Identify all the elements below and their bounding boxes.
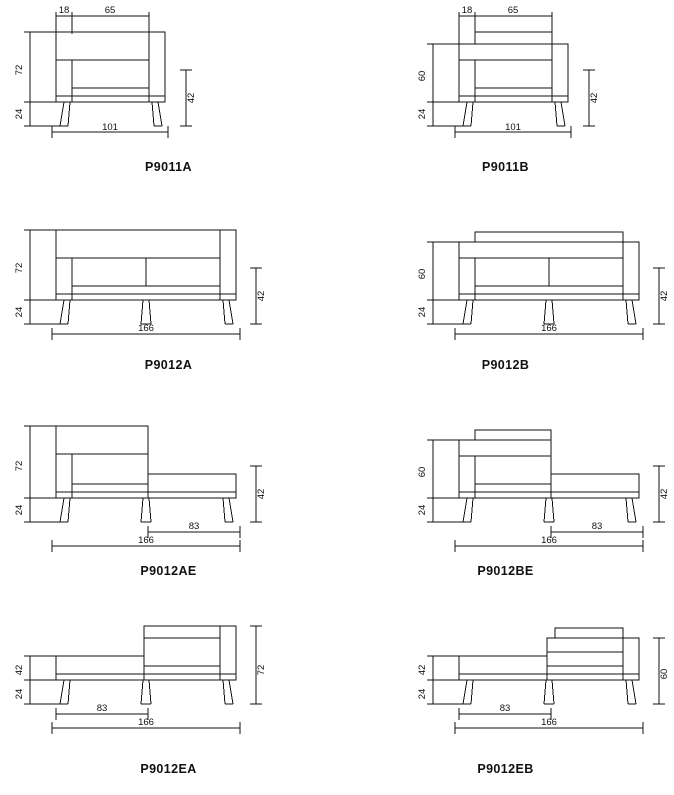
dim-depth: 42 bbox=[589, 92, 600, 104]
figure-p9012a bbox=[0, 198, 337, 396]
dim-seat-height: 24 bbox=[14, 504, 25, 516]
dim-chaise-width: 83 bbox=[188, 521, 200, 532]
dim-chaise-width: 83 bbox=[96, 703, 108, 714]
dim-depth: 42 bbox=[256, 488, 267, 500]
caption-p9012be: P9012BE bbox=[477, 564, 534, 578]
dim-seat-span: 65 bbox=[104, 5, 116, 16]
dim-chaise-width: 83 bbox=[499, 703, 511, 714]
figure-p9012ae bbox=[0, 396, 337, 594]
caption-p9012eb: P9012EB bbox=[477, 762, 534, 776]
dim-arm-width: 18 bbox=[58, 5, 70, 16]
dim-depth: 42 bbox=[256, 290, 267, 302]
dim-seat-height: 24 bbox=[14, 306, 25, 318]
figure-p9011a bbox=[0, 0, 337, 198]
dim-back-height: 60 bbox=[417, 268, 428, 280]
dim-back-height: 72 bbox=[14, 64, 25, 76]
dim-depth: 42 bbox=[186, 92, 197, 104]
figure-p9012be bbox=[337, 396, 674, 594]
dim-total-width: 166 bbox=[541, 717, 557, 728]
caption-p9011b: P9011B bbox=[482, 160, 529, 174]
dim-left-height: 42 bbox=[14, 664, 25, 676]
dim-seat-height: 24 bbox=[417, 306, 428, 318]
dim-back-height: 72 bbox=[256, 664, 267, 676]
dim-total-width: 101 bbox=[102, 122, 118, 133]
dim-left-height: 42 bbox=[417, 664, 428, 676]
dim-seat-height: 24 bbox=[417, 688, 428, 700]
caption-p9011a: P9011A bbox=[145, 160, 192, 174]
dim-back-height: 72 bbox=[14, 262, 25, 274]
figure-p9012eb bbox=[337, 594, 674, 792]
caption-p9012a: P9012A bbox=[144, 358, 193, 372]
dim-total-width: 166 bbox=[541, 323, 557, 334]
dim-total-width: 166 bbox=[138, 323, 154, 334]
dim-chaise-width: 83 bbox=[591, 521, 603, 532]
dim-seat-height: 24 bbox=[14, 688, 25, 700]
dim-total-width: 166 bbox=[541, 535, 557, 546]
dim-total-width: 101 bbox=[505, 122, 521, 133]
dim-seat-height: 24 bbox=[417, 504, 428, 516]
dim-seat-height: 24 bbox=[14, 108, 25, 120]
dim-back-height: 60 bbox=[417, 70, 428, 82]
dim-seat-span: 65 bbox=[507, 5, 519, 16]
figure-p9012b bbox=[337, 198, 674, 396]
dim-total-width: 166 bbox=[138, 717, 154, 728]
caption-p9012ae: P9012AE bbox=[140, 564, 197, 578]
dim-total-width: 166 bbox=[138, 535, 154, 546]
caption-p9012ea: P9012EA bbox=[140, 762, 197, 776]
dim-depth: 42 bbox=[659, 290, 670, 302]
dim-back-height: 60 bbox=[659, 668, 670, 680]
dim-back-height: 72 bbox=[14, 460, 25, 472]
dim-back-height: 60 bbox=[417, 466, 428, 478]
dim-seat-height: 24 bbox=[417, 108, 428, 120]
dim-depth: 42 bbox=[659, 488, 670, 500]
caption-p9012b: P9012B bbox=[481, 358, 530, 372]
dim-arm-width: 18 bbox=[461, 5, 473, 16]
figure-p9011b bbox=[337, 0, 674, 198]
figure-p9012ea bbox=[0, 594, 337, 792]
